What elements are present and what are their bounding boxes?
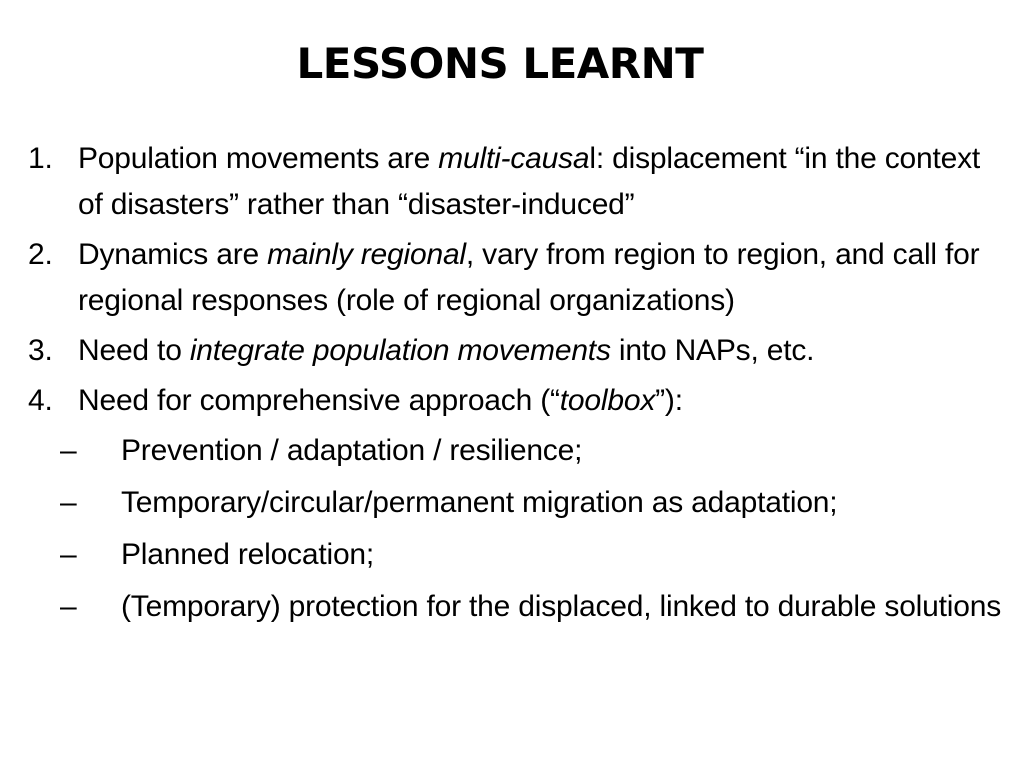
item-text-emphasis: multi-causa <box>438 142 590 175</box>
item-text-post: l: displacement “in the context of disasters” rather than “disaster-induced” <box>78 142 981 221</box>
item-text-emphasis: mainly regional <box>267 238 466 271</box>
item-text-post: ”): <box>655 384 683 417</box>
sub-item-text: Planned relocation; <box>121 538 375 571</box>
lessons-list <box>28 136 1008 636</box>
list-item <box>28 136 1008 228</box>
item-number: 1. <box>28 142 53 175</box>
sub-list-item <box>28 532 1008 578</box>
item-text-post: , vary from region to region, and call for regional responses (role of regional organizations) <box>78 238 980 317</box>
list-item <box>28 328 1008 374</box>
dash-bullet: – <box>60 486 77 519</box>
item-text-pre: Population movements are <box>78 142 439 175</box>
dash-bullet: – <box>60 538 77 571</box>
item-text-pre: Dynamics are <box>78 238 268 271</box>
slide-title: LESSONS LEARNT <box>296 39 704 88</box>
sub-list-item <box>28 584 1008 630</box>
item-number: 4. <box>28 384 53 417</box>
list-item <box>28 232 1008 324</box>
item-text-emphasis: integrate population movements <box>189 334 611 367</box>
item-number: 2. <box>28 238 53 271</box>
item-text-emphasis: toolbox <box>559 384 656 417</box>
dash-bullet: – <box>60 434 77 467</box>
list-item <box>28 378 1008 424</box>
sub-list-item <box>28 428 1008 474</box>
dash-bullet: – <box>60 590 77 623</box>
item-text-pre: Need to <box>78 334 190 367</box>
sub-list-item <box>28 480 1008 526</box>
item-text-pre: Need for comprehensive approach (“ <box>78 384 560 417</box>
item-number: 3. <box>28 334 53 367</box>
item-text-post: into NAPs, etc. <box>610 334 815 367</box>
sub-item-text: Prevention / adaptation / resilience; <box>121 434 583 467</box>
sub-item-text: Temporary/circular/permanent migration as adaptation; <box>121 486 838 519</box>
sub-item-text: (Temporary) protection for the displaced, linked to durable solutions <box>121 590 1002 623</box>
